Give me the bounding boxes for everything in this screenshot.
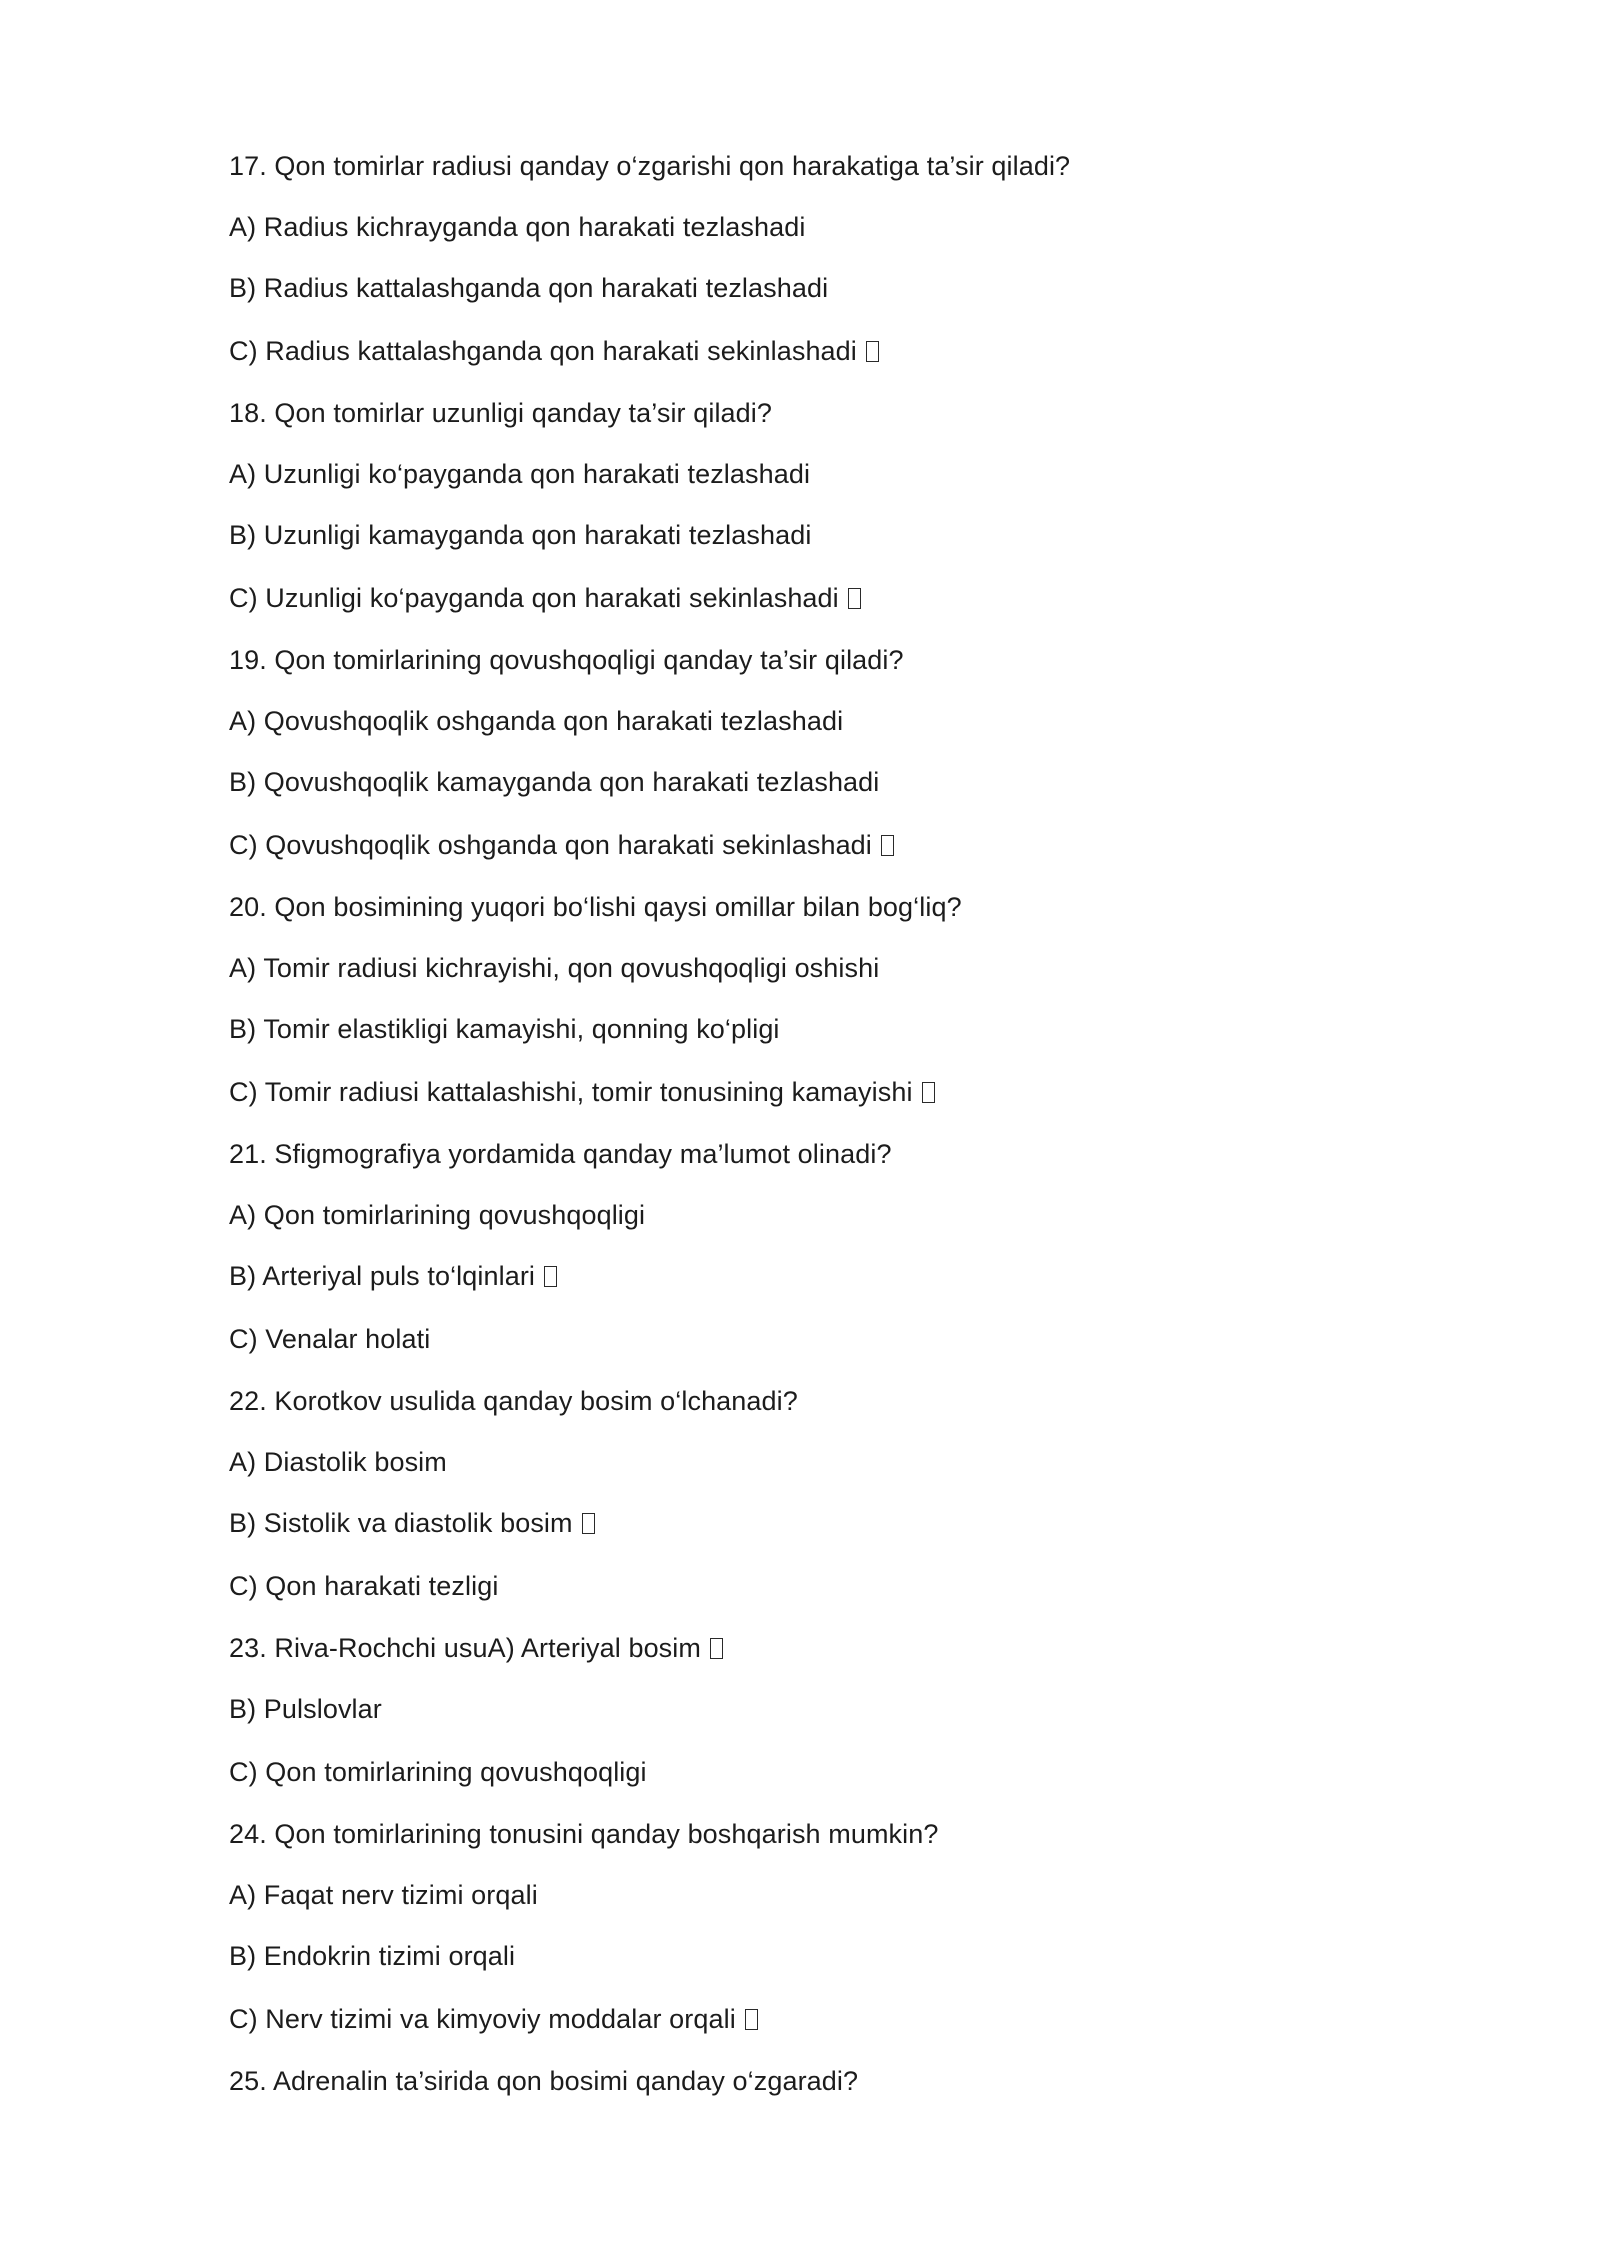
line-text: 18. Qon tomirlar uzunligi qanday ta’sir qiladi? (229, 398, 772, 428)
answer-option (229, 1505, 1479, 1541)
line-text: 20. Qon bosimining yuqori bo‘lishi qaysi omillar bilan bog‘liq? (229, 892, 962, 922)
answer-option (229, 1754, 1479, 1790)
answer-option (229, 1258, 1479, 1294)
question-list (229, 148, 1479, 2099)
answer-option (229, 1011, 1479, 1047)
line-text: 22. Korotkov usulida qanday bosim o‘lchanadi? (229, 1386, 798, 1416)
question-text (229, 148, 1479, 184)
answer-option (229, 517, 1479, 553)
answer-option (229, 333, 1479, 369)
answer-mark-icon (544, 1266, 557, 1287)
line-text: B) Uzunligi kamayganda qon harakati tezlashadi (229, 520, 812, 550)
line-text: B) Qovushqoqlik kamayganda qon harakati tezlashadi (229, 767, 880, 797)
answer-option (229, 209, 1479, 245)
line-text: C) Venalar holati (229, 1324, 431, 1354)
answer-option (229, 764, 1479, 800)
answer-mark-icon (922, 1082, 935, 1103)
line-text: A) Qon tomirlarining qovushqoqligi (229, 1200, 646, 1230)
line-text: C) Qon tomirlarining qovushqoqligi (229, 1757, 647, 1787)
line-text: C) Qon harakati tezligi (229, 1571, 499, 1601)
line-text: C) Uzunligi ko‘payganda qon harakati sekinlashadi (229, 583, 839, 613)
answer-option (229, 703, 1479, 739)
line-text: B) Arteriyal puls to‘lqinlari (229, 1261, 536, 1291)
answer-option (229, 1321, 1479, 1357)
line-text: A) Radius kichrayganda qon harakati tezlashadi (229, 212, 806, 242)
answer-option (229, 1444, 1479, 1480)
line-text: 25. Adrenalin ta’sirida qon bosimi qanday o‘zgaradi? (229, 2066, 859, 2096)
line-text: C) Tomir radiusi kattalashishi, tomir tonusining kamayishi (229, 1077, 913, 1107)
answer-option (229, 1074, 1479, 1110)
answer-option (229, 827, 1479, 863)
question-text (229, 1816, 1479, 1852)
line-text: A) Tomir radiusi kichrayishi, qon qovushqoqligi oshishi (229, 953, 880, 983)
line-text: A) Faqat nerv tizimi orqali (229, 1880, 538, 1910)
line-text: C) Nerv tizimi va kimyoviy moddalar orqali (229, 2004, 736, 2034)
question-text (229, 395, 1479, 431)
question-text (229, 2063, 1479, 2099)
answer-option (229, 580, 1479, 616)
answer-option (229, 270, 1479, 306)
answer-mark-icon (848, 588, 861, 609)
line-text: A) Diastolik bosim (229, 1447, 447, 1477)
line-text: 19. Qon tomirlarining qovushqoqligi qanday ta’sir qiladi? (229, 645, 904, 675)
line-text: A) Uzunligi ko‘payganda qon harakati tezlashadi (229, 459, 811, 489)
line-text: C) Qovushqoqlik oshganda qon harakati sekinlashadi (229, 830, 872, 860)
line-text: B) Endokrin tizimi orqali (229, 1941, 516, 1971)
question-text (229, 1383, 1479, 1419)
line-text: 23. Riva-Rochchi usuA) Arteriyal bosim (229, 1633, 701, 1663)
question-text (229, 1136, 1479, 1172)
answer-option (229, 456, 1479, 492)
answer-option (229, 950, 1479, 986)
answer-option (229, 2001, 1479, 2037)
line-text: B) Radius kattalashganda qon harakati tezlashadi (229, 273, 829, 303)
line-text: 24. Qon tomirlarining tonusini qanday boshqarish mumkin? (229, 1819, 939, 1849)
answer-option (229, 1568, 1479, 1604)
answer-option (229, 1197, 1479, 1233)
answer-mark-icon (745, 2009, 758, 2030)
answer-mark-icon (881, 835, 894, 856)
answer-mark-icon (710, 1638, 723, 1659)
question-text (229, 1630, 1479, 1666)
answer-option (229, 1938, 1479, 1974)
line-text: B) Sistolik va diastolik bosim (229, 1508, 573, 1538)
line-text: 21. Sfigmografiya yordamida qanday ma’lumot olinadi? (229, 1139, 892, 1169)
line-text: B) Tomir elastikligi kamayishi, qonning ko‘pligi (229, 1014, 780, 1044)
line-text: B) Pulslovlar (229, 1694, 382, 1724)
question-text (229, 642, 1479, 678)
answer-option (229, 1877, 1479, 1913)
answer-mark-icon (582, 1513, 595, 1534)
question-text (229, 889, 1479, 925)
line-text: 17. Qon tomirlar radiusi qanday o‘zgarishi qon harakatiga ta’sir qiladi? (229, 151, 1071, 181)
line-text: A) Qovushqoqlik oshganda qon harakati tezlashadi (229, 706, 844, 736)
answer-option (229, 1691, 1479, 1727)
answer-mark-icon (866, 341, 879, 362)
line-text: C) Radius kattalashganda qon harakati sekinlashadi (229, 336, 857, 366)
